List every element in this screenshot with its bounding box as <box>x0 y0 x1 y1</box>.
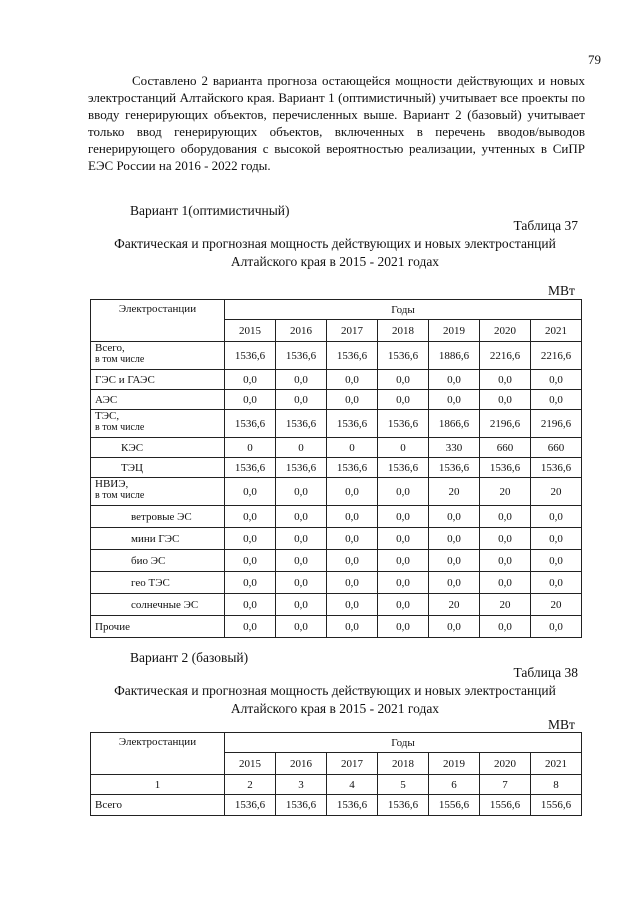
year-cell: 2020 <box>480 320 531 342</box>
header-stations: Электростанции <box>91 733 225 775</box>
row-name <box>91 478 225 506</box>
value-cell: 0,0 <box>429 370 480 390</box>
variant-1-label: Вариант 1(оптимистичный) <box>130 203 290 218</box>
value-cell: 0,0 <box>429 528 480 550</box>
table-row <box>91 572 582 594</box>
value-cell: 1536,6 <box>327 342 378 370</box>
value-cell: 1536,6 <box>225 342 276 370</box>
column-number-cell: 4 <box>327 775 378 795</box>
value-cell: 20 <box>429 478 480 506</box>
column-number-cell: 5 <box>378 775 429 795</box>
value-cell: 20 <box>531 478 582 506</box>
value-cell: 0,0 <box>378 528 429 550</box>
value-cell: 1536,6 <box>276 795 327 816</box>
table-37-number: Таблица 37 <box>513 218 578 233</box>
value-cell: 0,0 <box>429 616 480 638</box>
row-name <box>91 410 225 438</box>
value-cell: 1536,6 <box>276 458 327 478</box>
year-cell: 2020 <box>480 753 531 775</box>
value-cell: 0,0 <box>276 370 327 390</box>
table-38-unit: МВт <box>548 717 575 732</box>
value-cell: 1536,6 <box>327 410 378 438</box>
value-cell: 1536,6 <box>378 458 429 478</box>
table-38-title <box>60 682 610 718</box>
value-cell: 2216,6 <box>480 342 531 370</box>
value-cell: 0,0 <box>531 550 582 572</box>
table-38 <box>90 732 582 816</box>
row-name: КЭС <box>91 438 225 458</box>
column-number-cell: 1 <box>91 775 225 795</box>
value-cell: 1536,6 <box>429 458 480 478</box>
value-cell: 0,0 <box>276 550 327 572</box>
value-cell: 0,0 <box>327 478 378 506</box>
year-cell: 2015 <box>225 753 276 775</box>
value-cell: 0,0 <box>531 528 582 550</box>
table-37-title-line2: Алтайского края в 2015 - 2021 годах <box>230 254 440 269</box>
year-cell: 2016 <box>276 753 327 775</box>
value-cell: 660 <box>531 438 582 458</box>
year-cell: 2016 <box>276 320 327 342</box>
row-name: АЭС <box>91 390 225 410</box>
value-cell: 0,0 <box>531 506 582 528</box>
header-stations: Электростанции <box>91 300 225 342</box>
value-cell: 0,0 <box>480 572 531 594</box>
value-cell: 0,0 <box>531 616 582 638</box>
value-cell: 20 <box>531 594 582 616</box>
value-cell: 0,0 <box>225 390 276 410</box>
row-name: ТЭЦ <box>91 458 225 478</box>
value-cell: 0,0 <box>276 572 327 594</box>
value-cell: 0,0 <box>378 572 429 594</box>
value-cell: 1536,6 <box>225 410 276 438</box>
intro-paragraph <box>88 72 585 174</box>
value-cell: 0,0 <box>225 506 276 528</box>
value-cell: 0,0 <box>429 506 480 528</box>
value-cell: 0,0 <box>225 478 276 506</box>
value-cell: 1536,6 <box>225 458 276 478</box>
value-cell: 0,0 <box>225 370 276 390</box>
value-cell: 0,0 <box>327 550 378 572</box>
table-row <box>91 478 582 506</box>
year-cell: 2018 <box>378 320 429 342</box>
value-cell: 1536,6 <box>531 458 582 478</box>
value-cell: 0 <box>225 438 276 458</box>
value-cell: 1556,6 <box>429 795 480 816</box>
value-cell: 1866,6 <box>429 410 480 438</box>
value-cell: 0,0 <box>225 594 276 616</box>
header-row <box>91 300 582 320</box>
value-cell: 0,0 <box>327 616 378 638</box>
value-cell: 0,0 <box>276 478 327 506</box>
row-name: Прочие <box>91 616 225 638</box>
value-cell: 20 <box>480 478 531 506</box>
value-cell: 0,0 <box>276 594 327 616</box>
table-row <box>91 438 582 458</box>
value-cell: 2196,6 <box>531 410 582 438</box>
value-cell: 1536,6 <box>378 410 429 438</box>
table-row <box>91 410 582 438</box>
year-cell: 2021 <box>531 753 582 775</box>
row-name: ветровые ЭС <box>91 506 225 528</box>
table-38-title-line1: Фактическая и прогнозная мощность действующих и новых электростанций <box>114 683 556 698</box>
value-cell: 0,0 <box>225 616 276 638</box>
value-cell: 2216,6 <box>531 342 582 370</box>
table-row <box>91 594 582 616</box>
value-cell: 1536,6 <box>276 342 327 370</box>
row-name: мини ГЭС <box>91 528 225 550</box>
intro-text: Составлено 2 варианта прогноза остающейся мощности действующих и новых электростанций Алтайского края. Вариант 1 (оптимистичный) учитывает все проекты по вводу генерирующих объектов, перечисленных выше. Вариант 2 (базовый) учитывает только ввод генерирующих объектов, включенных в перечень вводов/выводов генерирующего оборудования с высокой вероятностью реализации, учтенных в СиПР ЕЭС России на 2016 - 2022 годы. <box>88 73 585 173</box>
value-cell: 0,0 <box>531 370 582 390</box>
value-cell: 0,0 <box>276 390 327 410</box>
row-name: био ЭС <box>91 550 225 572</box>
value-cell: 0 <box>378 438 429 458</box>
value-cell: 1536,6 <box>327 458 378 478</box>
column-number-cell: 7 <box>480 775 531 795</box>
value-cell: 0,0 <box>480 528 531 550</box>
value-cell: 0,0 <box>225 572 276 594</box>
table-row <box>91 795 582 816</box>
value-cell: 1536,6 <box>225 795 276 816</box>
value-cell: 0,0 <box>531 390 582 410</box>
value-cell: 0,0 <box>225 550 276 572</box>
value-cell: 1556,6 <box>480 795 531 816</box>
value-cell: 0,0 <box>276 616 327 638</box>
value-cell: 0,0 <box>378 478 429 506</box>
value-cell: 0,0 <box>327 528 378 550</box>
value-cell: 0,0 <box>276 506 327 528</box>
row-name: ГЭС и ГАЭС <box>91 370 225 390</box>
value-cell: 0,0 <box>480 370 531 390</box>
column-number-cell: 2 <box>225 775 276 795</box>
table-37 <box>90 299 582 638</box>
value-cell: 0,0 <box>378 506 429 528</box>
value-cell: 0,0 <box>327 390 378 410</box>
value-cell: 0,0 <box>378 370 429 390</box>
page-number: 79 <box>588 52 601 67</box>
table-38-number: Таблица 38 <box>513 665 578 680</box>
row-name-sub: в том числе <box>95 354 145 365</box>
row-name <box>91 342 225 370</box>
value-cell: 0 <box>276 438 327 458</box>
value-cell: 0,0 <box>378 616 429 638</box>
value-cell: 0,0 <box>531 572 582 594</box>
column-number-cell: 6 <box>429 775 480 795</box>
header-row <box>91 733 582 753</box>
row-name: Всего <box>91 795 225 816</box>
header-years: Годы <box>225 300 582 320</box>
table-row <box>91 342 582 370</box>
row-name: гео ТЭС <box>91 572 225 594</box>
value-cell: 0,0 <box>327 370 378 390</box>
row-name-main: Всего, <box>95 342 125 354</box>
value-cell: 660 <box>480 438 531 458</box>
value-cell: 0 <box>327 438 378 458</box>
table-37-title <box>60 235 610 271</box>
value-cell: 0,0 <box>378 594 429 616</box>
table-row <box>91 506 582 528</box>
value-cell: 0,0 <box>429 572 480 594</box>
value-cell: 2196,6 <box>480 410 531 438</box>
row-name-main: НВИЭ, <box>95 478 129 490</box>
value-cell: 0,0 <box>480 616 531 638</box>
value-cell: 0,0 <box>429 550 480 572</box>
value-cell: 1536,6 <box>378 342 429 370</box>
value-cell: 1556,6 <box>531 795 582 816</box>
table-row <box>91 458 582 478</box>
table-row <box>91 390 582 410</box>
column-number-cell: 8 <box>531 775 582 795</box>
table-row <box>91 616 582 638</box>
column-number-row <box>91 775 582 795</box>
value-cell: 0,0 <box>276 528 327 550</box>
value-cell: 0,0 <box>327 506 378 528</box>
row-name-sub: в том числе <box>95 422 145 433</box>
row-name: солнечные ЭС <box>91 594 225 616</box>
value-cell: 20 <box>429 594 480 616</box>
year-cell: 2021 <box>531 320 582 342</box>
year-cell: 2017 <box>327 753 378 775</box>
value-cell: 0,0 <box>429 390 480 410</box>
table-37-unit: МВт <box>548 283 575 298</box>
value-cell: 1536,6 <box>378 795 429 816</box>
year-cell: 2019 <box>429 320 480 342</box>
year-cell: 2015 <box>225 320 276 342</box>
value-cell: 1536,6 <box>276 410 327 438</box>
table-row <box>91 550 582 572</box>
table-row <box>91 528 582 550</box>
header-years: Годы <box>225 733 582 753</box>
value-cell: 1886,6 <box>429 342 480 370</box>
value-cell: 1536,6 <box>327 795 378 816</box>
value-cell: 0,0 <box>480 390 531 410</box>
table-37-title-line1: Фактическая и прогнозная мощность действующих и новых электростанций <box>114 236 556 251</box>
value-cell: 0,0 <box>327 594 378 616</box>
value-cell: 0,0 <box>378 390 429 410</box>
table-38-title-line2: Алтайского края в 2015 - 2021 годах <box>230 701 440 716</box>
year-cell: 2019 <box>429 753 480 775</box>
value-cell: 1536,6 <box>480 458 531 478</box>
value-cell: 0,0 <box>225 528 276 550</box>
value-cell: 0,0 <box>378 550 429 572</box>
column-number-cell: 3 <box>276 775 327 795</box>
value-cell: 0,0 <box>480 506 531 528</box>
value-cell: 0,0 <box>480 550 531 572</box>
year-cell: 2018 <box>378 753 429 775</box>
table-row <box>91 370 582 390</box>
row-name-main: ТЭС, <box>95 410 120 422</box>
row-name-sub: в том числе <box>95 490 145 501</box>
value-cell: 330 <box>429 438 480 458</box>
value-cell: 0,0 <box>327 572 378 594</box>
value-cell: 20 <box>480 594 531 616</box>
variant-2-label: Вариант 2 (базовый) <box>130 650 249 665</box>
year-cell: 2017 <box>327 320 378 342</box>
